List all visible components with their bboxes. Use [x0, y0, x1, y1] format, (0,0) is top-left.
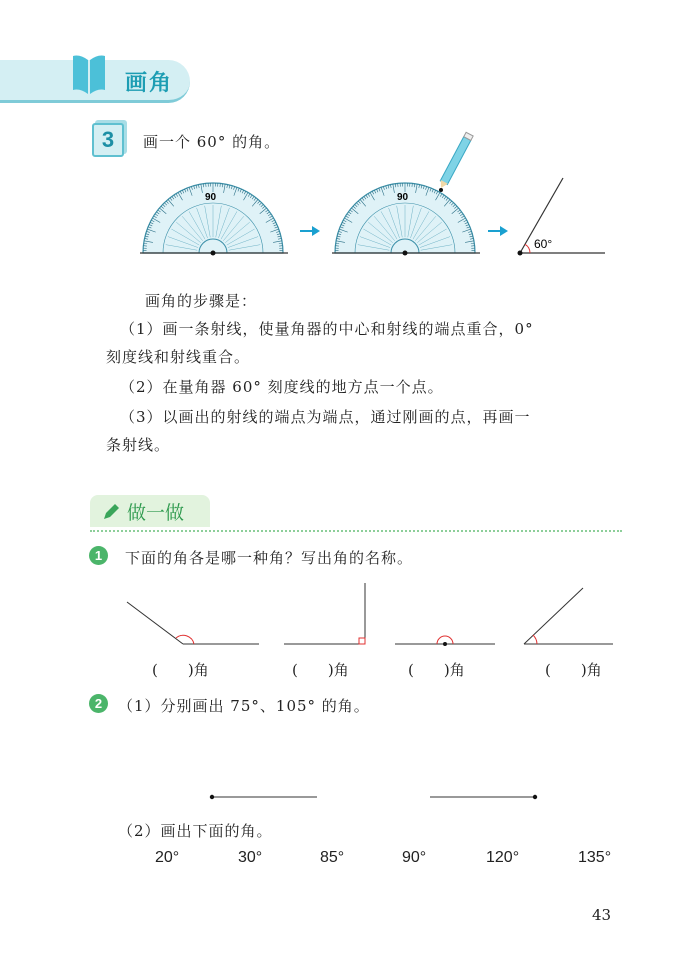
angle-value: 20° [155, 849, 180, 866]
angle-value: 90° [402, 849, 427, 866]
protractor-90-label: 90 [397, 192, 409, 203]
angle-value: 120° [486, 849, 520, 866]
protractor-diagram [0, 130, 679, 270]
arrow-right-icon [488, 226, 508, 236]
step-3: （3）以画出的射线的端点为端点，通过刚画的点，再画一 [120, 408, 531, 426]
practice-tab-label: 做一做 [127, 502, 185, 524]
step-2: （2）在量角器 60° 刻度线的地方点一个点。 [120, 378, 444, 396]
angle-types-figure [0, 580, 679, 660]
question-1-text: 下面的角各是哪一种角？写出角的名称。 [125, 549, 414, 567]
obtuse-angle [127, 602, 259, 644]
step-1: （1）画一条射线，使量角器的中心和射线的端点重合，0° [120, 320, 534, 338]
protractor-90-label: 90 [205, 192, 217, 203]
example-number-badge: 3 [92, 123, 124, 157]
answer-blank-3[interactable]: ( )角 [408, 661, 465, 679]
angle-value: 135° [578, 849, 612, 866]
step-3-cont: 条射线。 [106, 436, 171, 454]
arrow-right-icon [300, 226, 320, 236]
question-2-badge: 2 [89, 694, 108, 713]
example-prompt: 画一个 60° 的角。 [143, 133, 281, 151]
answer-blank-2[interactable]: ( )角 [292, 661, 349, 679]
pencil-icon [437, 132, 473, 190]
pencil-icon [102, 503, 120, 521]
angle-value: 30° [238, 849, 263, 866]
dotted-divider [90, 530, 622, 532]
right-angle [284, 583, 365, 644]
step-1-cont: 刻度线和射线重合。 [106, 348, 251, 366]
section-title: 画角 [125, 70, 174, 96]
angle-arc [525, 244, 530, 253]
question-1-badge: 1 [89, 546, 108, 565]
angle-label: 60° [534, 237, 553, 251]
answer-blank-4[interactable]: ( )角 [545, 661, 602, 679]
marked-point [439, 188, 443, 192]
page-number: 43 [592, 906, 612, 924]
drawing-rays [0, 790, 679, 804]
answer-blank-1[interactable]: ( )角 [152, 661, 209, 679]
question-2-part-2: （2）画出下面的角。 [118, 822, 273, 840]
ray-endpoint-1 [211, 251, 216, 256]
book-icon [70, 52, 108, 96]
steps-title: 画角的步骤是： [145, 292, 258, 310]
angle-value: 85° [320, 849, 345, 866]
acute-angle [524, 588, 613, 644]
ray-endpoint-2 [403, 251, 408, 256]
question-2-part-1: （1）分别画出 75°、105° 的角。 [118, 697, 370, 715]
straight-angle [395, 636, 495, 646]
